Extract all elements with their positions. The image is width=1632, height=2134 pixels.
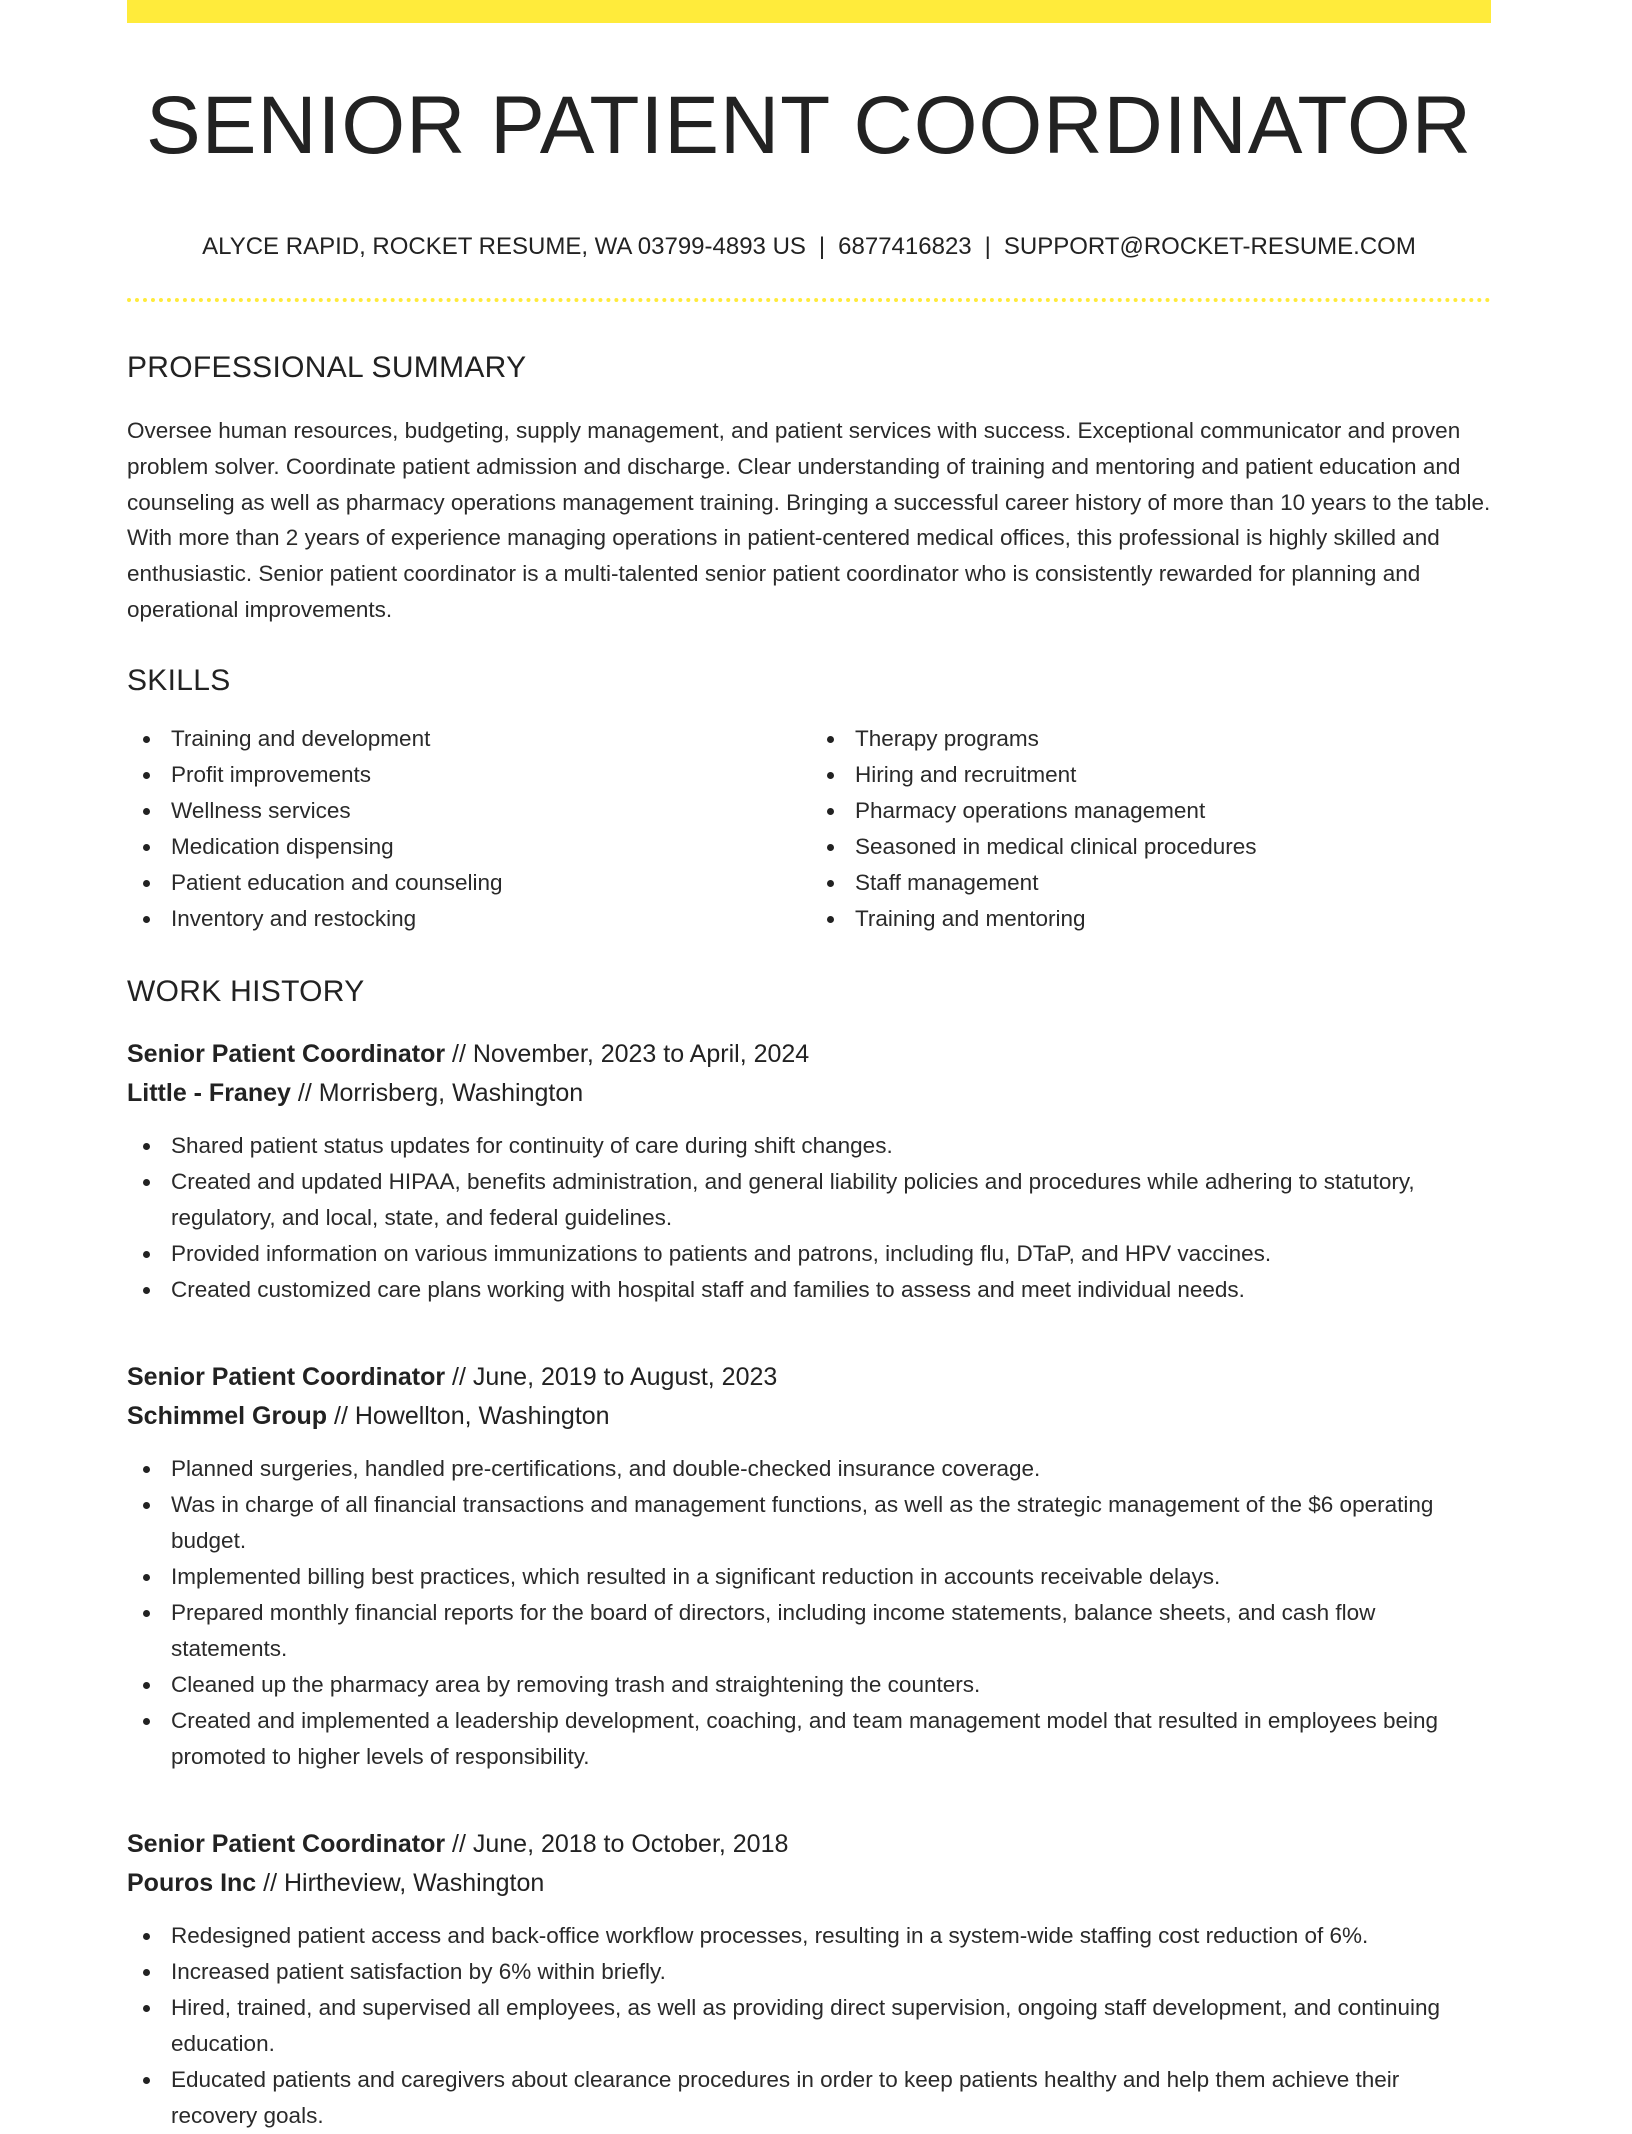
job-entry	[127, 1358, 1491, 1775]
job-bullet: Created customized care plans working with hospital staff and families to assess and meet individual needs.	[127, 1272, 1491, 1308]
work-history-heading: WORK HISTORY	[127, 974, 365, 1008]
job-bullet: Created and updated HIPAA, benefits administration, and general liability policies and procedures while adhering to statutory, regulatory, and local, state, and federal guidelines.	[127, 1164, 1491, 1236]
job-company: Pouros Inc	[127, 1868, 257, 1897]
contact-separator: |	[818, 233, 826, 260]
skill-item: Patient education and counseling	[127, 865, 809, 901]
contact-address: ALYCE RAPID, ROCKET RESUME, WA 03799-4893 US	[202, 233, 806, 260]
skills-list	[127, 721, 1491, 937]
skill-item: Therapy programs	[809, 721, 1491, 757]
summary-heading: PROFESSIONAL SUMMARY	[127, 351, 527, 384]
job-entry	[127, 1825, 1491, 2134]
job-dates: // June, 2018 to October, 2018	[445, 1829, 789, 1858]
job-bullet: Shared patient status updates for continuity of care during shift changes.	[127, 1128, 1491, 1164]
job-title-line	[127, 1035, 1491, 1074]
job-company: Little - Franey	[127, 1078, 291, 1107]
resume-page	[127, 0, 1491, 2134]
skill-item: Training and mentoring	[809, 901, 1491, 937]
job-company-line	[127, 1864, 1491, 1903]
job-title-line	[127, 1825, 1491, 1864]
job-bullet: Hired, trained, and supervised all employees, as well as providing direct supervision, ongoing staff development, and continuing education.	[127, 1990, 1491, 2062]
dotted-divider	[127, 298, 1491, 302]
skill-item: Inventory and restocking	[127, 901, 809, 937]
job-location: // Hirtheview, Washington	[256, 1868, 545, 1897]
job-location: // Morrisberg, Washington	[290, 1078, 584, 1107]
job-bullet: Educated patients and caregivers about clearance procedures in order to keep patients healthy and help them achieve their recovery goals.	[127, 2062, 1491, 2134]
job-dates: // November, 2023 to April, 2024	[445, 1039, 810, 1068]
skill-item: Hiring and recruitment	[809, 757, 1491, 793]
skill-item: Medication dispensing	[127, 829, 809, 865]
job-title: Senior Patient Coordinator	[127, 1362, 446, 1391]
job-bullets	[127, 1918, 1491, 2134]
job-title: Senior Patient Coordinator	[127, 1039, 446, 1068]
job-title-line	[127, 1358, 1491, 1397]
contact-line	[127, 235, 1491, 259]
skills-heading: SKILLS	[127, 663, 231, 697]
job-bullet: Was in charge of all financial transactions and management functions, as well as the strategic management of the $6 operating budget.	[127, 1487, 1491, 1559]
contact-separator: |	[984, 233, 991, 260]
job-title: Senior Patient Coordinator	[127, 1829, 446, 1858]
job-bullet: Created and implemented a leadership development, coaching, and team management model that resulted in employees being promoted to higher levels of responsibility.	[127, 1703, 1491, 1775]
summary-paragraph: Oversee human resources, budgeting, supply management, and patient services with success. Exceptional communicator and proven problem solver. Coordinate patient admission and discharge. Clear understanding of training and mentoring and patient education and counseling as well as pharmacy operations management training. Bringing a successful career history of more than 10 years to the table. With more than 2 years of experience managing operations in patient-centered medical offices, this professional is highly skilled and enthusiastic. Senior patient coordinator is a multi-talented senior patient coordinator who is consistently rewarded for planning and operational improvements.	[127, 418, 1491, 622]
skill-item: Profit improvements	[127, 757, 809, 793]
job-company-line	[127, 1074, 1491, 1113]
job-bullets	[127, 1128, 1491, 1308]
skill-item: Staff management	[809, 865, 1491, 901]
skill-item: Seasoned in medical clinical procedures	[809, 829, 1491, 865]
job-bullet: Prepared monthly financial reports for the board of directors, including income statements, balance sheets, and cash flow statements.	[127, 1595, 1491, 1667]
job-bullet: Redesigned patient access and back-office workflow processes, resulting in a system-wide staffing cost reduction of 6%.	[127, 1918, 1491, 1954]
job-bullet: Implemented billing best practices, which resulted in a significant reduction in accounts receivable delays.	[127, 1559, 1491, 1595]
job-bullet: Cleaned up the pharmacy area by removing trash and straightening the counters.	[127, 1667, 1491, 1703]
job-dates: // June, 2019 to August, 2023	[445, 1362, 778, 1391]
job-bullet: Planned surgeries, handled pre-certifications, and double-checked insurance coverage.	[127, 1451, 1491, 1487]
job-bullet: Increased patient satisfaction by 6% within briefly.	[127, 1954, 1491, 1990]
job-bullets	[127, 1451, 1491, 1775]
job-bullet: Provided information on various immunizations to patients and patrons, including flu, DTaP, and HPV vaccines.	[127, 1236, 1491, 1272]
skill-item: Pharmacy operations management	[809, 793, 1491, 829]
job-location: // Howellton, Washington	[327, 1401, 610, 1430]
contact-phone: 6877416823	[838, 233, 972, 260]
contact-email: SUPPORT@ROCKET-RESUME.COM	[1003, 233, 1416, 260]
resume-title: SENIOR PATIENT COORDINATOR	[146, 80, 1472, 171]
skill-item: Wellness services	[127, 793, 809, 829]
skills-column-right	[809, 721, 1491, 937]
skills-column-left	[127, 721, 809, 937]
job-company-line	[127, 1397, 1491, 1436]
job-company: Schimmel Group	[127, 1401, 328, 1430]
accent-top-bar	[127, 0, 1491, 23]
skill-item: Training and development	[127, 721, 809, 757]
job-entry	[127, 1035, 1491, 1308]
